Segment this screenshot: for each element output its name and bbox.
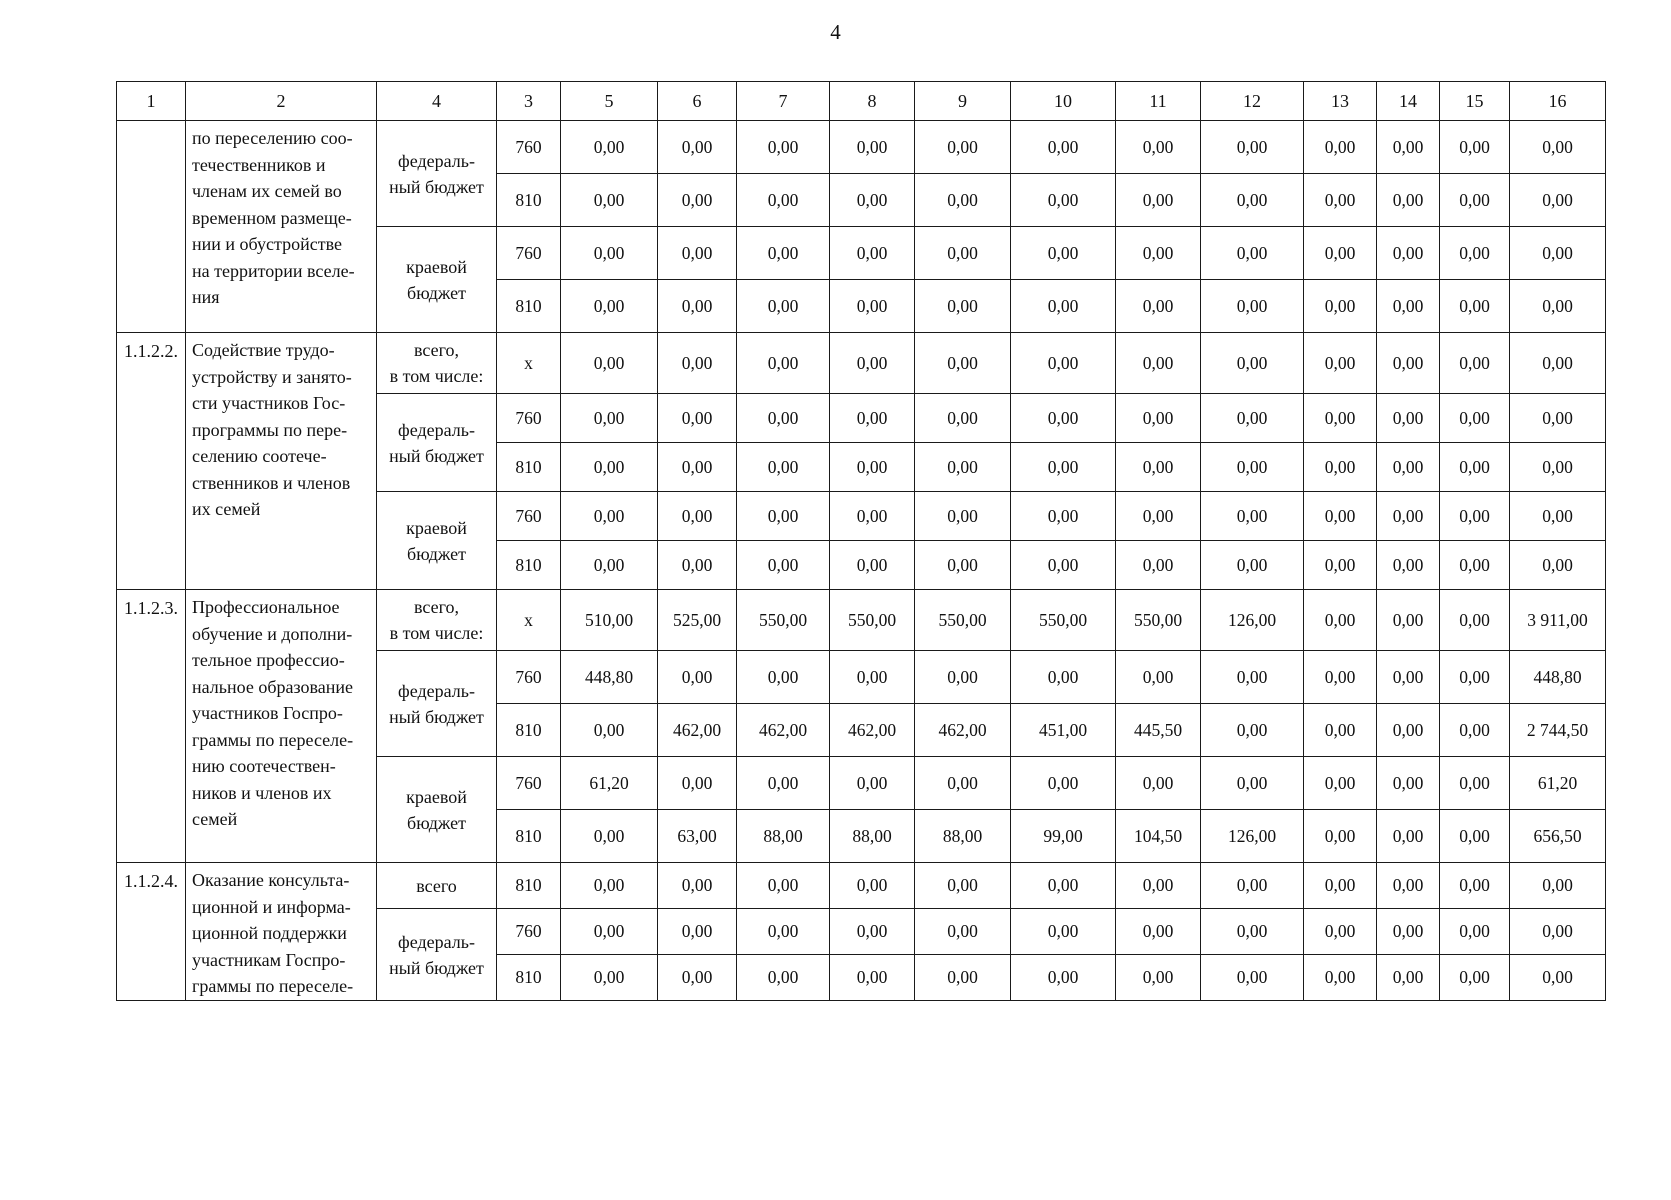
item-code-cell: 1.1.2.4. [117, 863, 186, 1001]
value-cell: 550,00 [830, 590, 915, 651]
kbk-cell: 760 [497, 394, 561, 443]
value-cell: 0,00 [830, 227, 915, 280]
value-cell: 525,00 [658, 590, 737, 651]
value-cell: 0,00 [1116, 227, 1201, 280]
value-cell: 0,00 [1116, 909, 1201, 955]
value-cell: 0,00 [830, 492, 915, 541]
budget-source-cell [377, 333, 497, 394]
value-cell: 0,00 [1377, 443, 1440, 492]
value-cell: 0,00 [1011, 443, 1116, 492]
value-cell: 0,00 [1304, 121, 1377, 174]
value-cell: 0,00 [915, 394, 1011, 443]
value-cell: 0,00 [561, 174, 658, 227]
budget-source-cell [377, 394, 497, 492]
value-cell: 510,00 [561, 590, 658, 651]
value-cell: 0,00 [1510, 955, 1606, 1001]
value-cell: 0,00 [1116, 394, 1201, 443]
value-cell: 0,00 [830, 174, 915, 227]
value-cell: 0,00 [1377, 590, 1440, 651]
value-cell: 0,00 [1304, 443, 1377, 492]
value-cell: 0,00 [561, 909, 658, 955]
value-cell: 0,00 [1116, 121, 1201, 174]
value-cell: 0,00 [915, 955, 1011, 1001]
value-cell: 0,00 [658, 443, 737, 492]
value-cell: 0,00 [737, 909, 830, 955]
value-cell: 0,00 [1304, 394, 1377, 443]
value-cell: 0,00 [1201, 955, 1304, 1001]
budget-source-label: федераль- ный бюджет [389, 419, 484, 466]
value-cell: 0,00 [1304, 909, 1377, 955]
budget-source-cell [377, 909, 497, 1001]
value-cell: 0,00 [1304, 863, 1377, 909]
value-cell: 0,00 [1440, 394, 1510, 443]
value-cell: 0,00 [1440, 333, 1510, 394]
value-cell: 0,00 [1377, 955, 1440, 1001]
value-cell: 0,00 [561, 443, 658, 492]
value-cell: 0,00 [737, 863, 830, 909]
value-cell: 0,00 [737, 651, 830, 704]
value-cell: 0,00 [561, 863, 658, 909]
value-cell: 0,00 [830, 443, 915, 492]
value-cell: 0,00 [1440, 121, 1510, 174]
value-cell: 0,00 [1116, 280, 1201, 333]
value-cell: 0,00 [561, 810, 658, 863]
value-cell: 0,00 [1440, 810, 1510, 863]
value-cell: 0,00 [1377, 651, 1440, 704]
header-cell: 12 [1201, 82, 1304, 121]
value-cell: 0,00 [1201, 757, 1304, 810]
value-cell: 61,20 [1510, 757, 1606, 810]
value-cell: 0,00 [1201, 394, 1304, 443]
value-cell: 0,00 [561, 704, 658, 757]
value-cell: 0,00 [1201, 704, 1304, 757]
value-cell: 0,00 [1304, 333, 1377, 394]
value-cell: 2 744,50 [1510, 704, 1606, 757]
value-cell: 0,00 [1377, 541, 1440, 590]
header-cell: 11 [1116, 82, 1201, 121]
value-cell: 0,00 [1201, 333, 1304, 394]
value-cell: 0,00 [1011, 121, 1116, 174]
table-row [117, 121, 1606, 174]
value-cell: 0,00 [1011, 174, 1116, 227]
value-cell: 0,00 [1011, 492, 1116, 541]
kbk-cell: 810 [497, 443, 561, 492]
header-cell: 6 [658, 82, 737, 121]
kbk-cell: 760 [497, 492, 561, 541]
value-cell: 0,00 [1377, 333, 1440, 394]
value-cell: 0,00 [737, 541, 830, 590]
value-cell: 0,00 [1011, 541, 1116, 590]
value-cell: 550,00 [915, 590, 1011, 651]
value-cell: 0,00 [1201, 651, 1304, 704]
header-cell: 13 [1304, 82, 1377, 121]
value-cell: 0,00 [830, 863, 915, 909]
value-cell: 0,00 [1304, 492, 1377, 541]
value-cell: 0,00 [1377, 394, 1440, 443]
value-cell: 0,00 [1377, 909, 1440, 955]
value-cell: 0,00 [1304, 757, 1377, 810]
value-cell: 0,00 [1440, 541, 1510, 590]
item-name-text: Содействие трудо- устройству и занято- сти участников Гос- программы по пере- селению соотече- ственников и членов их семей [192, 340, 352, 519]
value-cell: 448,80 [561, 651, 658, 704]
value-cell: 0,00 [1510, 174, 1606, 227]
value-cell: 0,00 [1011, 333, 1116, 394]
value-cell: 0,00 [1201, 863, 1304, 909]
value-cell: 0,00 [1377, 863, 1440, 909]
value-cell: 0,00 [1377, 704, 1440, 757]
value-cell: 656,50 [1510, 810, 1606, 863]
kbk-cell: 810 [497, 280, 561, 333]
value-cell: 0,00 [737, 443, 830, 492]
value-cell: 0,00 [915, 333, 1011, 394]
value-cell: 0,00 [658, 651, 737, 704]
value-cell: 0,00 [658, 757, 737, 810]
table-row [117, 590, 1606, 651]
value-cell: 0,00 [915, 541, 1011, 590]
header-cell: 1 [117, 82, 186, 121]
kbk-cell: 760 [497, 227, 561, 280]
header-cell: 8 [830, 82, 915, 121]
value-cell: 0,00 [1377, 174, 1440, 227]
value-cell: 0,00 [1011, 757, 1116, 810]
budget-source-cell [377, 757, 497, 863]
value-cell: 462,00 [830, 704, 915, 757]
value-cell: 0,00 [658, 394, 737, 443]
kbk-cell: 810 [497, 704, 561, 757]
value-cell: 0,00 [1510, 394, 1606, 443]
table-row [117, 333, 1606, 394]
value-cell: 3 911,00 [1510, 590, 1606, 651]
kbk-cell: 810 [497, 810, 561, 863]
value-cell: 0,00 [737, 492, 830, 541]
kbk-cell: 760 [497, 909, 561, 955]
value-cell: 0,00 [830, 955, 915, 1001]
header-cell: 9 [915, 82, 1011, 121]
value-cell: 0,00 [915, 909, 1011, 955]
value-cell: 0,00 [1201, 541, 1304, 590]
value-cell: 0,00 [561, 280, 658, 333]
value-cell: 0,00 [561, 121, 658, 174]
value-cell: 0,00 [1440, 909, 1510, 955]
header-cell: 16 [1510, 82, 1606, 121]
value-cell: 0,00 [1116, 541, 1201, 590]
value-cell: 0,00 [1440, 955, 1510, 1001]
kbk-cell: 760 [497, 651, 561, 704]
value-cell: 0,00 [1510, 333, 1606, 394]
budget-source-cell [377, 227, 497, 333]
value-cell: 451,00 [1011, 704, 1116, 757]
item-name-cell [186, 121, 377, 333]
value-cell: 550,00 [1011, 590, 1116, 651]
value-cell: 88,00 [915, 810, 1011, 863]
value-cell: 0,00 [1440, 590, 1510, 651]
value-cell: 0,00 [1116, 955, 1201, 1001]
value-cell: 448,80 [1510, 651, 1606, 704]
item-name-cell [186, 590, 377, 863]
value-cell: 0,00 [915, 863, 1011, 909]
value-cell: 88,00 [737, 810, 830, 863]
value-cell: 88,00 [830, 810, 915, 863]
value-cell: 0,00 [1510, 863, 1606, 909]
value-cell: 0,00 [658, 333, 737, 394]
value-cell: 0,00 [1116, 174, 1201, 227]
value-cell: 0,00 [561, 394, 658, 443]
value-cell: 0,00 [1304, 174, 1377, 227]
value-cell: 0,00 [737, 955, 830, 1001]
value-cell: 0,00 [737, 333, 830, 394]
value-cell: 0,00 [1201, 492, 1304, 541]
kbk-cell: 810 [497, 174, 561, 227]
value-cell: 0,00 [1011, 227, 1116, 280]
item-name-cell [186, 863, 377, 1001]
value-cell: 0,00 [1304, 651, 1377, 704]
value-cell: 0,00 [737, 227, 830, 280]
header-cell: 7 [737, 82, 830, 121]
value-cell: 99,00 [1011, 810, 1116, 863]
value-cell: 0,00 [1304, 541, 1377, 590]
value-cell: 0,00 [658, 227, 737, 280]
value-cell: 0,00 [1116, 863, 1201, 909]
value-cell: 0,00 [1510, 121, 1606, 174]
value-cell: 0,00 [1304, 227, 1377, 280]
value-cell: 0,00 [915, 443, 1011, 492]
value-cell: 0,00 [915, 227, 1011, 280]
value-cell: 0,00 [1440, 492, 1510, 541]
budget-source-label: всего [416, 875, 457, 896]
value-cell: 0,00 [737, 757, 830, 810]
budget-source-cell [377, 121, 497, 227]
value-cell: 0,00 [1510, 280, 1606, 333]
value-cell: 0,00 [915, 757, 1011, 810]
value-cell: 0,00 [915, 492, 1011, 541]
value-cell: 0,00 [830, 394, 915, 443]
budget-source-label: федераль- ный бюджет [389, 680, 484, 727]
value-cell: 0,00 [1201, 280, 1304, 333]
value-cell: 0,00 [915, 651, 1011, 704]
value-cell: 0,00 [1510, 492, 1606, 541]
value-cell: 0,00 [1377, 280, 1440, 333]
value-cell: 0,00 [1510, 541, 1606, 590]
value-cell: 0,00 [1304, 810, 1377, 863]
value-cell: 104,50 [1116, 810, 1201, 863]
value-cell: 550,00 [1116, 590, 1201, 651]
value-cell: 0,00 [830, 121, 915, 174]
header-cell: 10 [1011, 82, 1116, 121]
value-cell: 0,00 [1011, 651, 1116, 704]
value-cell: 0,00 [737, 394, 830, 443]
value-cell: 0,00 [1377, 757, 1440, 810]
value-cell: 0,00 [1011, 955, 1116, 1001]
value-cell: 0,00 [737, 174, 830, 227]
budget-source-cell [377, 651, 497, 757]
budget-source-label: краевой бюджет [406, 517, 467, 564]
value-cell: 550,00 [737, 590, 830, 651]
budget-table [116, 81, 1606, 1001]
item-code-cell: 1.1.2.3. [117, 590, 186, 863]
value-cell: 445,50 [1116, 704, 1201, 757]
value-cell: 0,00 [1304, 704, 1377, 757]
value-cell: 0,00 [1116, 757, 1201, 810]
value-cell: 0,00 [915, 280, 1011, 333]
value-cell: 0,00 [1440, 704, 1510, 757]
value-cell: 0,00 [1201, 909, 1304, 955]
value-cell: 0,00 [1440, 757, 1510, 810]
page-number: 4 [830, 20, 841, 44]
kbk-cell: 760 [497, 757, 561, 810]
item-name-text: по переселению соо- течественников и членам их семей во временном размеще- нии и обустройстве на территории вселе- ния [192, 128, 355, 307]
value-cell: 0,00 [830, 333, 915, 394]
header-row [117, 82, 1606, 121]
kbk-cell: 760 [497, 121, 561, 174]
value-cell: 0,00 [658, 121, 737, 174]
budget-source-label: федераль- ный бюджет [389, 150, 484, 197]
value-cell: 0,00 [658, 955, 737, 1001]
value-cell: 0,00 [561, 227, 658, 280]
header-cell: 5 [561, 82, 658, 121]
budget-source-cell [377, 492, 497, 590]
value-cell: 0,00 [658, 492, 737, 541]
value-cell: 0,00 [1201, 227, 1304, 280]
value-cell: 0,00 [658, 174, 737, 227]
budget-source-label: всего, в том числе: [389, 597, 484, 643]
value-cell: 0,00 [830, 541, 915, 590]
value-cell: 0,00 [1304, 955, 1377, 1001]
value-cell: 0,00 [1011, 863, 1116, 909]
value-cell: 0,00 [1011, 909, 1116, 955]
kbk-cell: 810 [497, 541, 561, 590]
value-cell: 0,00 [737, 121, 830, 174]
value-cell: 0,00 [1510, 227, 1606, 280]
value-cell: 63,00 [658, 810, 737, 863]
value-cell: 0,00 [561, 541, 658, 590]
table-body [117, 121, 1606, 1001]
budget-source-label: всего, в том числе: [389, 340, 484, 386]
value-cell: 0,00 [1377, 810, 1440, 863]
item-name-text: Оказание консульта- ционной и информа- ционной поддержки участникам Госпро- граммы по переселе- [192, 870, 354, 996]
value-cell: 0,00 [1440, 863, 1510, 909]
value-cell: 0,00 [658, 863, 737, 909]
value-cell: 126,00 [1201, 810, 1304, 863]
value-cell: 0,00 [1440, 443, 1510, 492]
table-row [117, 863, 1606, 909]
value-cell: 0,00 [561, 955, 658, 1001]
value-cell: 0,00 [737, 280, 830, 333]
item-code-cell: 1.1.2.2. [117, 333, 186, 590]
budget-source-label: федераль- ный бюджет [389, 931, 484, 978]
value-cell: 0,00 [830, 909, 915, 955]
value-cell: 0,00 [1440, 227, 1510, 280]
value-cell: 0,00 [1116, 651, 1201, 704]
kbk-cell: х [497, 590, 561, 651]
value-cell: 0,00 [1440, 280, 1510, 333]
value-cell: 0,00 [830, 280, 915, 333]
value-cell: 0,00 [1011, 394, 1116, 443]
value-cell: 0,00 [830, 757, 915, 810]
value-cell: 462,00 [915, 704, 1011, 757]
kbk-cell: 810 [497, 955, 561, 1001]
budget-source-label: краевой бюджет [406, 786, 467, 833]
kbk-cell: х [497, 333, 561, 394]
value-cell: 462,00 [658, 704, 737, 757]
item-name-cell [186, 333, 377, 590]
header-cell: 4 [377, 82, 497, 121]
value-cell: 0,00 [915, 174, 1011, 227]
value-cell: 0,00 [658, 541, 737, 590]
budget-source-label: краевой бюджет [406, 256, 467, 303]
item-name-text: Профессиональное обучение и дополни- тельное профессио- нальное образование участников Госпро- граммы по переселе- нию соотечествен- ников и членов их семей [192, 597, 354, 829]
value-cell: 0,00 [1116, 333, 1201, 394]
value-cell: 0,00 [1510, 909, 1606, 955]
value-cell: 0,00 [1440, 174, 1510, 227]
value-cell: 0,00 [1304, 280, 1377, 333]
value-cell: 0,00 [1116, 443, 1201, 492]
value-cell: 0,00 [830, 651, 915, 704]
value-cell: 0,00 [1011, 280, 1116, 333]
value-cell: 126,00 [1201, 590, 1304, 651]
item-code-cell [117, 121, 186, 333]
value-cell: 0,00 [658, 280, 737, 333]
value-cell: 0,00 [1116, 492, 1201, 541]
kbk-cell: 810 [497, 863, 561, 909]
header-cell: 3 [497, 82, 561, 121]
value-cell: 0,00 [1304, 590, 1377, 651]
value-cell: 61,20 [561, 757, 658, 810]
value-cell: 0,00 [1201, 174, 1304, 227]
value-cell: 0,00 [1201, 121, 1304, 174]
budget-source-cell [377, 590, 497, 651]
value-cell: 462,00 [737, 704, 830, 757]
value-cell: 0,00 [1377, 227, 1440, 280]
value-cell: 0,00 [915, 121, 1011, 174]
value-cell: 0,00 [1440, 651, 1510, 704]
header-cell: 14 [1377, 82, 1440, 121]
value-cell: 0,00 [658, 909, 737, 955]
value-cell: 0,00 [561, 492, 658, 541]
header-cell: 15 [1440, 82, 1510, 121]
header-cell: 2 [186, 82, 377, 121]
value-cell: 0,00 [1377, 121, 1440, 174]
budget-source-cell [377, 863, 497, 909]
value-cell: 0,00 [561, 333, 658, 394]
value-cell: 0,00 [1377, 492, 1440, 541]
value-cell: 0,00 [1510, 443, 1606, 492]
value-cell: 0,00 [1201, 443, 1304, 492]
